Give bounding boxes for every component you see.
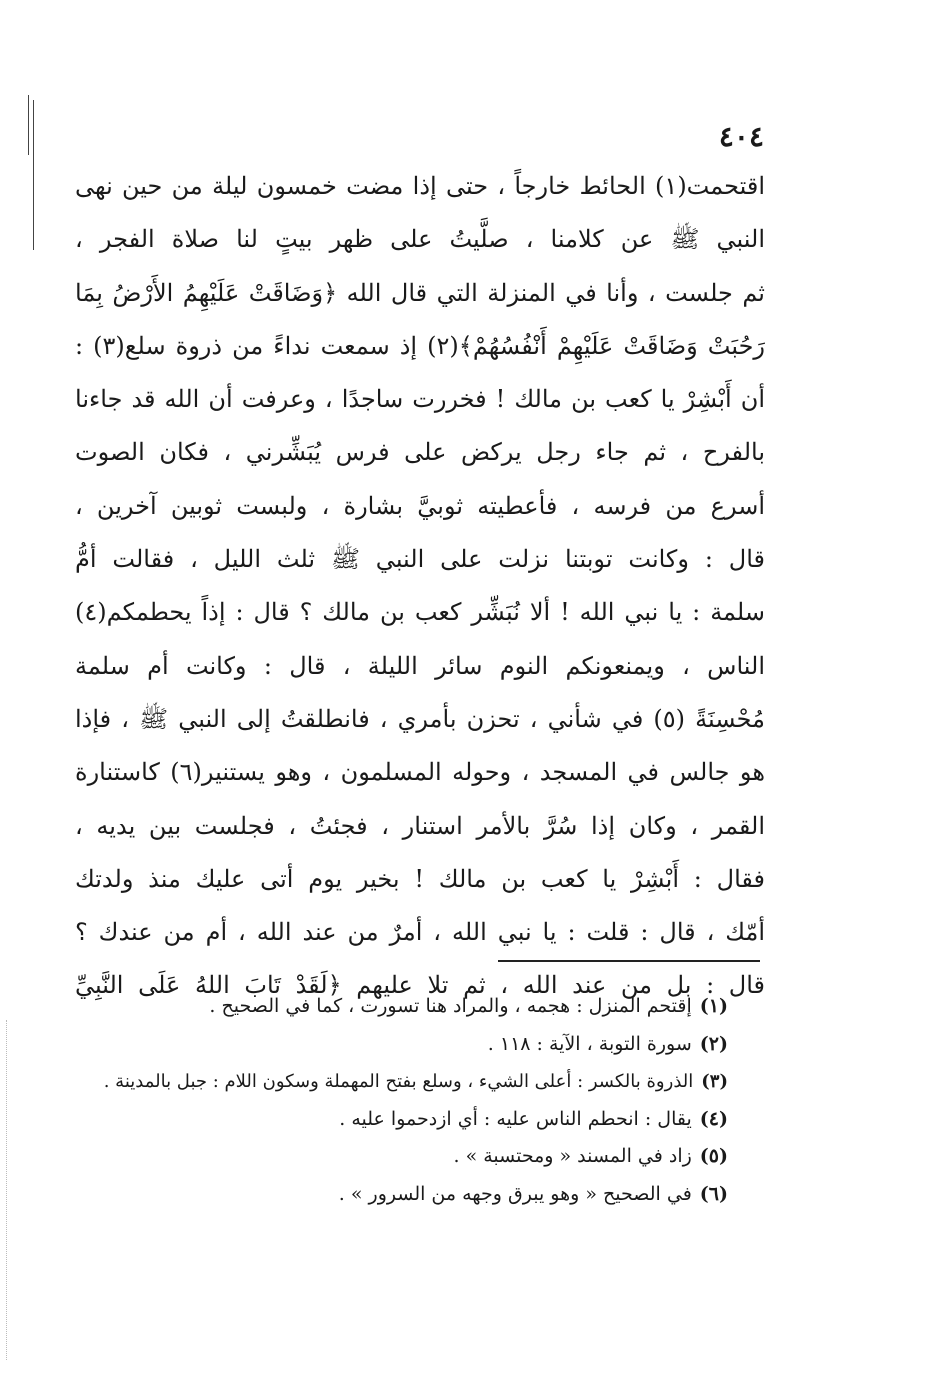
footnote-5 xyxy=(88,1138,728,1176)
body-line: القمر ، وكان إذا سُرَّ بالأمر استنار ، فجئتُ ، فجلست بين يديه ، xyxy=(75,811,765,840)
page-number: ٤٠٤ xyxy=(718,120,764,153)
footnote-1 xyxy=(88,988,728,1026)
body-line: هو جالس في المسجد ، وحوله المسلمون ، وهو يستنير(٦) كاستنارة xyxy=(75,758,765,787)
footnote-2 xyxy=(88,1026,728,1064)
margin-rule-right xyxy=(33,100,34,250)
body-line: النبي ﷺ عن كلامنا ، صلَّيتُ على ظهر بيتٍ لنا صلاة الفجر ، xyxy=(75,225,765,254)
footnote-text: سورة التوبة ، الآية : ١١٨ . xyxy=(487,1032,692,1055)
footnote-6 xyxy=(88,1176,728,1214)
body-line: رَحُبَتْ وَضَاقَتْ عَلَيْهِمْ أَنْفُسُهُمْ﴾(٢) إذ سمعت نداءً من ذروة سلع(٣) : xyxy=(75,331,765,360)
footnote-text: في الصحيح « وهو يبرق وجهه من السرور » . xyxy=(338,1182,692,1205)
footnote-number: (٤) xyxy=(699,1107,728,1130)
body-line: أمّك ، قال : قلت : يا نبي الله ، أمرٌ من عند الله ، أم من عندك ؟ xyxy=(75,918,765,947)
footnote-3 xyxy=(88,1063,728,1101)
body-line: بالفرح ، ثم جاء رجل يركض على فرس يُبَشِّرني ، فكان الصوت xyxy=(75,438,765,467)
body-line: مُحْسِنَةً (٥) في شأني ، تحزن بأمري ، فانطلقتُ إلى النبي ﷺ ، فإذا xyxy=(75,704,765,733)
body-line: الناس ، ويمنعونكم النوم سائر الليلة ، قال : وكانت أم سلمة xyxy=(75,651,765,680)
footnote-text: إقتحم المنزل : هجمه ، والمراد هنا تسورت ، كما في الصحيح . xyxy=(209,995,692,1017)
footnote-4 xyxy=(88,1101,728,1139)
footnote-text: الذروة بالكسر : أعلى الشيء ، وسلع بفتح المهملة وسكون اللام : جبل بالمدينة . xyxy=(103,1071,694,1092)
body-line: أن أَبْشِرْ يا كعب بن مالك ! فخررت ساجدًا ، وعرفت أن الله قد جاءنا xyxy=(75,385,765,414)
body-line: ثم جلست ، وأنا في المنزلة التي قال الله ﴿وَضَاقَتْ عَلَيْهِمُ الأَرْضُ بِمَا xyxy=(75,278,765,307)
footnote-number: (٢) xyxy=(699,1032,728,1055)
footnote-text: يقال : انحطم الناس عليه : أي ازدحموا عليه . xyxy=(339,1107,692,1130)
body-line: قال : وكانت توبتنا نزلت على النبي ﷺ ثلث الليل ، فقالت أمُّ xyxy=(75,545,765,574)
footnote-number: (٦) xyxy=(699,1182,728,1205)
body-line: اقتحمت(١) الحائط خارجاً ، حتى إذا مضت خمسون ليلة من حين نهى xyxy=(75,172,765,200)
footnotes xyxy=(88,988,728,1213)
body-line: فقال : أَبْشِرْ يا كعب بن مالك ! بخير يوم أتى عليك منذ ولدتك xyxy=(75,864,765,893)
margin-scan-dots xyxy=(6,1020,8,1360)
footnote-number: (٣) xyxy=(701,1071,728,1092)
body-text xyxy=(75,160,765,1013)
footnote-text: زاد في المسند « ومحتسبة » . xyxy=(453,1145,692,1167)
margin-rule-left xyxy=(28,95,29,155)
body-line: سلمة : يا نبي الله ! ألا نُبَشِّر كعب بن مالك ؟ قال : إذاً يحطمكم(٤) xyxy=(75,598,765,627)
footnote-divider xyxy=(498,960,760,962)
footnote-number: (٥) xyxy=(699,1145,728,1167)
footnote-number: (١) xyxy=(699,995,728,1017)
body-line: قال : بل من عند الله ، ثم تلا عليهم ﴿لَقَدْ تَابَ اللهُ عَلَى النَّبِيِّ xyxy=(75,971,765,1000)
body-line: أسرع من فرسه ، فأعطيته ثوبيَّ بشارة ، ولبست ثوبين آخرين ، xyxy=(75,491,765,520)
